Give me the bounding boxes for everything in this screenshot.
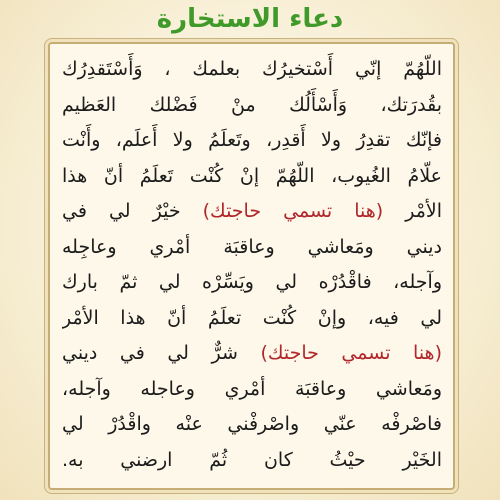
page-title: دعاء الاستخارة bbox=[156, 4, 344, 34]
line-text: شرٌّ لي في ديني bbox=[62, 342, 238, 364]
prayer-line: ومَعاشي وعاقبَة أمْري وعاجله وآجله، bbox=[62, 377, 442, 400]
line-text: الأمْر bbox=[405, 200, 442, 222]
prayer-panel bbox=[48, 42, 455, 490]
prayer-line bbox=[62, 194, 442, 230]
prayer-line: اللّهُمّ إنّي أَسْتخيرُك بعلمك ، وَأَسْتَقدِرُك bbox=[62, 58, 442, 80]
highlight-placeholder: (هنا تسمي حاجتك) bbox=[260, 342, 442, 364]
prayer-line: لي فيه، وإنْ كُنْت تعلَمُ أنّ هذا الأمْر bbox=[62, 306, 442, 329]
highlight-placeholder: (هنا تسمي حاجتك) bbox=[202, 200, 384, 222]
prayer-line bbox=[62, 336, 442, 372]
prayer-line: الخَيْر حيْثُ كان ثُمّ ارضني به. bbox=[62, 448, 442, 471]
prayer-line: فاصْرفْه عنّي واصْرفْني عنْه واقْدُرْ لي bbox=[62, 413, 442, 435]
prayer-line: علّامُ الغُيوب، اللّهُمّ إنْ كُنْت تَعلَمُ أنّ هذا bbox=[62, 164, 442, 187]
prayer-line: فإنّك تقدِرُ ولا أَقدِر، وتَعلَمُ ولا أَعلَم، وأَنْت bbox=[62, 129, 442, 151]
prayer-line: بقُدرَتك، وَأَسْأَلُك منْ فَضْلك العَظيم bbox=[62, 93, 442, 116]
prayer-line: وآجله، فاقْدُرْه لي ويَسِّرْه لي ثمّ بارك bbox=[62, 271, 442, 293]
prayer-text bbox=[62, 52, 442, 478]
line-text: خيْرٌ لي في bbox=[62, 200, 181, 222]
prayer-line: ديني ومَعاشي وعاقبَة أمْري وعاجِله bbox=[62, 235, 442, 258]
